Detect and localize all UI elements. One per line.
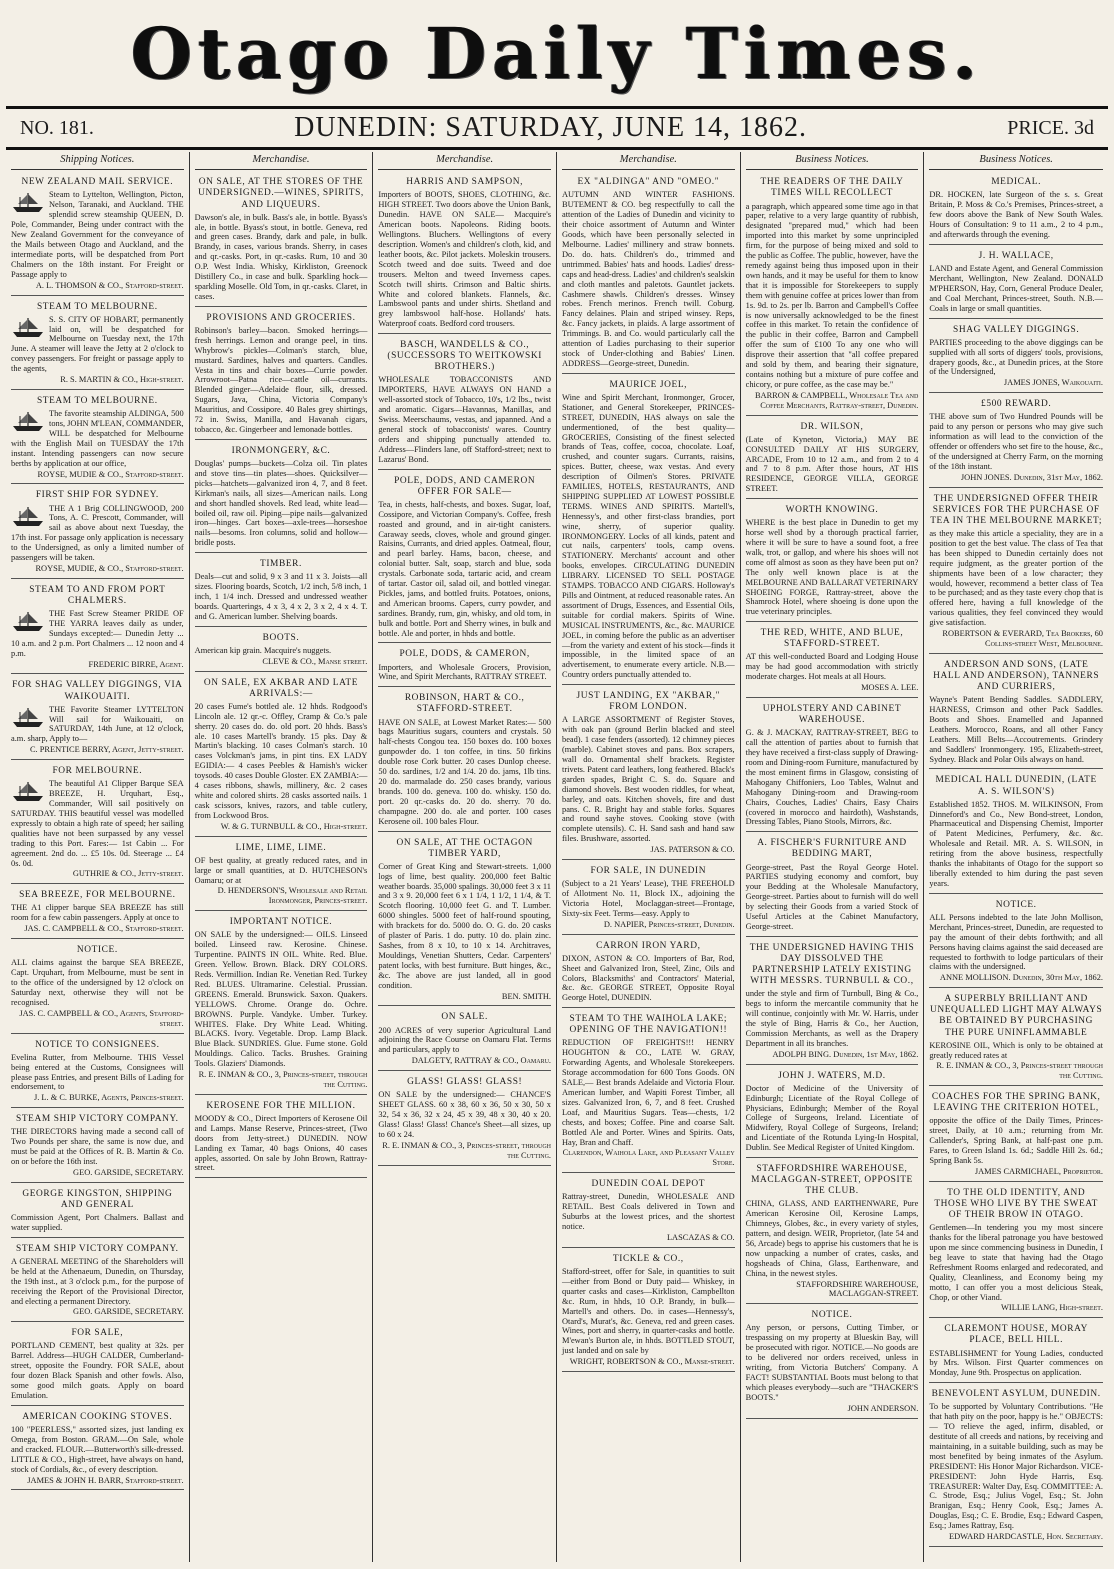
advertisement [746, 174, 919, 415]
ad-title: STEAM SHIP VICTORY COMPANY. [16, 1114, 179, 1125]
ad-title: TO THE OLD IDENTITY, AND THOSE WHO LIVE BY THE SWEAT OF THEIR BROW IN OTAGO. [934, 1187, 1098, 1221]
advertisement [11, 582, 184, 675]
ad-body: LAND and Estate Agent, and General Commission Merchant, Wellington, New Zealand. DONALD M'PHERSON, Hay, Corn, General Produce Dealer, and Coal Merchant, Princes-street, South. N.B.—Coals in large or small quantities. [929, 264, 1103, 313]
ad-title: THE UNDERSIGNED OFFER THEIR SERVICES FOR THE PURCHASE OF TEA IN THE MELBOURNE MARKET; [930, 493, 1103, 526]
ad-body: A GENERAL MEETING of the Shareholders will be held at the Athenaeum, Dunedin, on Thursday, the 19th inst., at 3 o'clock p.m., for the purpose of receiving the Report of the Provisional Director, and electing a permanent Directory. [11, 1256, 184, 1306]
advertisement [746, 940, 919, 1065]
ad-title: FOR SHAG VALLEY DIGGINGS, VIA WAIKOUAITI. [12, 680, 183, 702]
masthead-title-text: Otago Daily Times. [130, 11, 984, 95]
ad-signature: JAS. C. CAMPBELL & CO., Stafford-street. [24, 924, 184, 934]
advertisement [929, 248, 1103, 319]
ad-title: EX "ALDINGA" AND "OMEO." [577, 177, 720, 188]
advertisement [929, 491, 1103, 654]
ad-title: BASCH, WANDELLS & CO., (SUCCESSORS TO WEITKOWSKI BROTHERS.) [387, 340, 542, 373]
ad-signature: D. NAPIER, Princes-street, Dunedin. [603, 919, 735, 929]
ad-signature: ROBERTSON & EVERARD, Tea Brokers, 60 Collins-street West, Melbourne. [942, 629, 1103, 648]
advertisement [562, 688, 735, 860]
ad-signature: ADOLPH BING. Dunedin, 1st May, 1862. [772, 1049, 919, 1059]
advertisement [929, 897, 1103, 988]
advertisement [562, 1011, 735, 1173]
ad-signature: MOSES A. LEE. [861, 683, 919, 693]
ad-body: Robinson's barley—bacon. Smoked herrings—fresh herrings. Lemon and orange peel, in tins. Whybrow's pickles—Colman's starch, blue, mustard. Sardines, halves and quarters. Candles. Vesta in tins and chair boxes—Currie powder. Arrowroot—Patna rice—cattle oil—currants. Blended ginger—Adelaide flour, silk, dressed. Sugars, Java, China, Victoria Company's Mauritius, and Cossipore. 40 Bales grey shirtings, 72 in. Swiss, Manilla, and Havanah cigars, tobacco, &c. Gingerbeer and lemonade bottles. [194, 325, 368, 434]
advertisement [746, 625, 919, 698]
advertisement [929, 396, 1103, 487]
ad-title: POLE, DODS, AND CAMERON OFFER FOR SALE— [394, 475, 536, 497]
price: PRICE. 3d [1007, 116, 1094, 139]
ad-title: ROBINSON, HART & CO., STAFFORD-STREET. [404, 693, 525, 715]
ad-title: A. FISCHER'S FURNITURE AND BEDDING MART, [757, 838, 907, 860]
ad-signature: CLEVE & CO., Manse street. [262, 656, 368, 666]
ad-body: PORTLAND CEMENT, best quality at 32s. per Barrel. Address—HUGH CALDER, Cumberland-street, opposite the Foundry. FOR SALE, about four dozen Black Spanish and other fowls. Also, some good milch goats. Apply on board Emulation. [11, 1341, 184, 1400]
advertisement [562, 863, 735, 935]
column-heading: Merchandise. [195, 152, 368, 170]
advertisement [378, 1074, 551, 1165]
advertisement [746, 701, 919, 832]
ad-signature: R. E. INMAN & CO., 3, Princes-street, through the Cutting. [382, 1140, 551, 1160]
ad-signature: JAMES JONES, Waikouaiti. [1003, 378, 1103, 388]
advertisement [746, 419, 919, 500]
ad-title: NOTICE. [76, 945, 118, 956]
ad-title: THE READERS OF THE DAILY TIMES WILL RECOLLECT [760, 177, 904, 199]
ad-signature: JAMES CARMICHAEL, Proprietor. [974, 1166, 1103, 1176]
advertisement [195, 310, 368, 440]
ad-body: The favorite steamship ALDINGA, 500 tons, JOHN M'LEAN, COMMANDER, WILL be despatched for Melbourne with the English Mail on TUESDAY the 17th instant. Intending passengers can now secure berths by application at our office, [11, 409, 184, 468]
ad-body: Corner of Great King and Stewart-streets. 1,000 logs of lime, best quality. 200,000 feet Baltic weather boards. 35,000 spalings. 30,000 feet 3 x 11 and 3 x 9. 20,000 feet 6 x 1 1/4, 1 1/2, 1 1/4, & T. Scotch flooring. 10,000 feet G. and T. Lumber. 6000 shingles. 5000 feet of half-round spouting, with brackets for do. 5000 do. O. G. do. 20 casks of plaster of Paris. 1 do. putty. 10 do. plain zinc. Sashes, from 8 x 10, to 10 x 14. Architraves, Mouldings, Venetian Shutters, Cedar. Carpenters' patent locks, with best furniture. Butt hinges, &c., &c. The above are just landed, all in good condition. [378, 861, 551, 990]
advertisement [378, 1009, 551, 1071]
ad-body: OF best quality, at greatly reduced rates, and in large or small quantities, at D. HUTCHESON's Oamaru; or at [194, 855, 368, 885]
ad-body: Steam to Lyttelton, Wellington, Picton, Nelson, Taranaki, and Auckland. THE splendid screw steamship QUEEN, D. Pole, Commander, Being under contract with the New Zealand Government for the conveyance of the Mails between Otago and Auckland, and the intermediate ports, will be despatched from Port Chalmers on the 18th instant. For Freight or Passage apply to [11, 190, 184, 279]
ad-body: 200 ACRES of very superior Agricultural Land adjoining the Race Course on Oamaru Flat. Terms and particulars, apply to [378, 1025, 551, 1055]
advertisement [929, 657, 1103, 770]
ad-title: FOR MELBOURNE. [52, 766, 143, 777]
ad-body: MOODY & CO., Direct Importers of Kerosene Oil and Lamps. Manse Reserve, Princes-street, (Two doors from Jetty-street.) DUNEDIN. NOW Landing ex Tamar, 40 bags Onions, 40 cases apples, assorted. On sale by John Brown, Rattray-street. [194, 1113, 368, 1173]
masthead [0, 0, 1114, 106]
advertisement [929, 772, 1103, 893]
ad-body: ESTABLISHMENT for Young Ladies, conducted by Mrs. Wilson. First Quarter commences on Monday, June 9th. Prospectus on application. [929, 1348, 1103, 1378]
advertisement [562, 1176, 735, 1248]
advertisement [929, 1089, 1103, 1182]
ad-title: GLASS! GLASS! GLASS! [407, 1077, 523, 1088]
column-6 [924, 152, 1108, 1562]
advertisement [746, 1068, 919, 1158]
ad-title: J. H. WALLACE, [978, 251, 1054, 261]
ad-title: THE RED, WHITE, AND BLUE, STAFFORD-STREET. [760, 628, 904, 650]
advertisement [929, 1321, 1103, 1383]
ship-icon [11, 610, 45, 632]
ad-body: G. & J. MACKAY, RATTRAY-STREET, BEG to call the attention of parties about to furnish that they have received a first-class supply of Drawing-room and Dining-room Furniture, manufactured by the most eminent firms in Glasgow, consisting of Mahogany Chiffoniers, Loo Tables, Walnut and Mahogany Dining-room and Drawing-room Chairs, Couches, Ladies' Chairs, Easy Chairs (covered in morocco and hairdoth), Washstands, Dressing Tables, Piano Stools, Mirrors, &c. [745, 728, 919, 827]
ad-signature: A. L. THOMSON & CO., Stafford-street. [35, 280, 184, 290]
advertisement [378, 473, 551, 644]
ad-title: NOTICE TO CONSIGNEES. [35, 1039, 160, 1050]
ad-signature: BARRON & CAMPBELL, Wholesale Tea and Coffee Merchants, Rattray-street, Dunedin. [754, 390, 919, 410]
ad-body: THE DIRECTORS having made a second call of Two Pounds per share, the same is now due, and must be paid at the Offices of R. B. Martin & Co. on or before the 16th inst. [11, 1127, 184, 1167]
advertisement [929, 322, 1103, 394]
ad-title: STEAM TO MELBOURNE. [36, 395, 158, 406]
ad-title: ANDERSON AND SONS, (LATE HALL AND ANDERSON), TANNERS AND CURRIERS, [933, 659, 1100, 693]
ad-title: NOTICE. [811, 1310, 853, 1321]
column-5 [741, 152, 925, 1562]
ad-body: A LARGE ASSORTMENT of Register Stoves, with oak pan (ground Berlin blacked and steel bead). 1 case fenders (assorted). 12 chimney pieces (marble). Cabinet stoves and pans. Box scrapers, wall do. Ornamental shelf brackets. Register trivets. Patent card leathers, long feathered. Black's garden spades, Bright C. S. do. Square and diamond shovels. Best wooden riddles, for wheat, barley, and oats. Kitchen shovels, fire and dust pans. C. R. Bright hay and stable forks. Squares and round sayhe stoves. Cooking stove (with complete utensils). C. H. Sand sash and hand saw files. Brushware, assorted. [562, 715, 735, 844]
columns [6, 152, 1108, 1562]
advertisement [195, 174, 368, 306]
ad-body: American kip grain. Macquire's nuggets. [194, 645, 332, 655]
ad-title: GEORGE KINGSTON, SHIPPING AND GENERAL [22, 1188, 173, 1210]
advertisement [929, 991, 1103, 1086]
ad-title: BENEVOLENT ASYLUM, DUNEDIN. [931, 1389, 1101, 1400]
ad-title: JUST LANDING, EX "AKBAR," FROM LONDON. [576, 691, 721, 713]
advertisement [11, 1325, 184, 1406]
ad-body: George-street, Past the Royal George Hotel. PARTIES studying economy and comfort, buy your Bedding at the Wholesale Manufactory, George-street. Parties about to furnish will do well by selecting their Goods from a varied Stock of Useful Articles at the Cabinet Manufactory, George-street. [745, 862, 919, 931]
ad-body: THE Fast Screw Steamer PRIDE OF THE YARRA leaves daily as under, Sundays excepted:— Dunedin Jetty ... 10 a.m. and 2 p.m. Port Chalmers ... 12 noon and 4 p.m. [11, 609, 184, 658]
masthead-title [131, 12, 983, 95]
advertisement [562, 938, 735, 1009]
advertisement [11, 942, 184, 1033]
ad-body: AT this well-conducted Board and Lodging House may be had good accommodation with strictly moderate charges. Hot meals at all Hours. [745, 652, 919, 682]
ad-title: UPHOLSTERY AND CABINET WAREHOUSE. [762, 704, 902, 726]
ad-title: CLAREMONT HOUSE, MORAY PLACE, BELL HILL. [944, 1324, 1088, 1346]
ad-signature: BEN. SMITH. [501, 991, 551, 1001]
ad-body: THE A 1 Brig COLLINGWOOD, 200 Tons, A. C. Prescott, Commander, will sail as above about next Tuesday, the 17th inst. For passage only application is necessary to the Undersigned, as only a limited number of passengers will be taken. [11, 503, 184, 563]
ship-icon [11, 316, 45, 338]
ad-body: Gentlemen—In tendering you my most sincere thanks for the liberal patronage you have bestowed upon me since commencing business in Dunedin, I beg leave to state that having had the Otago Refreshment Rooms enlarged and redecorated, and Quality, Cleanliness, and Economy being my motto, I can offer you a most delicious Steak, Chop, or other Viand. [929, 1223, 1103, 1302]
ad-body: WHERE is the best place in Dunedin to get my horse well shod by a thorough practical farrier, where it will be sure to have a sound foot, a free walk, trot, or gallop, and where his shoes will not come off almost as soon as they have been put on? The only well known place is at the MELBOURNE AND BALLARAT VETERINARY SHOEING FORGE, Rattray-street, above the Shamrock Hotel, where shoeing is done upon the true veterinary principles. [745, 518, 919, 617]
ad-title: HARRIS AND SAMPSON, [406, 177, 524, 188]
ad-title: FOR SALE, [71, 1328, 124, 1339]
ad-title: SHAG VALLEY DIGGINGS. [953, 324, 1080, 335]
ship-icon [11, 505, 45, 527]
ad-signature: LASCAZAS & CO. [666, 1232, 735, 1242]
ad-signature: GEO. GARSIDE, SECRETARY. [73, 1307, 184, 1317]
advertisement [378, 690, 551, 831]
advertisement [11, 677, 184, 760]
ad-body: DR. HOCKEN, late Surgeon of the s. s. Great Britain, P. Moss & Co.'s Premises, Princes-street, a few doors above the Bank of New South Wales. Hours of Consultation: 9 to 11 a.m., 2 to 4 p.m., and afterwards through the evening. [929, 190, 1103, 240]
ad-signature: ROYSE, MUDIE, & CO., Stafford-street. [35, 563, 184, 573]
ad-title: CARRON IRON YARD, [596, 940, 701, 951]
ad-title: ON SALE, AT THE OCTAGON TIMBER YARD, [396, 837, 533, 859]
ship-icon [11, 410, 45, 432]
ad-signature: JAS. C. CAMPBELL & CO., Agents, Stafford-street. [19, 1008, 184, 1028]
ad-signature: J. L. & C. BURKE, Agents, Princes-street. [33, 1093, 184, 1103]
advertisement [195, 443, 368, 553]
ad-body: Evelina Rutter, from Melbourne. THIS Vessel being entered at the Customs, Consignees will please pass Entries, and present Bills of Lading for endorsement, to [11, 1052, 184, 1092]
ad-body: KEROSINE OIL, Which is only to be obtained at greatly reduced rates at [929, 1040, 1103, 1060]
ad-body: Established 1852. THOS. M. WILKINSON, From Dinneford's and Co., New Bond-street, London, Pharmaceutical and Dispensing Chemist, Importer of Patent Medicines, Perfumery, &c. &c. Wholesale and Retail. MR. A. S. WILSON, in retiring from the above business, respectfully thanks the inhabitants of Otago for the support so liberally extended to him during the past seven years. [929, 799, 1103, 888]
advertisement [746, 502, 919, 622]
advertisement [195, 914, 368, 1095]
advertisement [929, 174, 1103, 245]
ad-signature: C. PRENTICE BERRY, Agent, Jetty-street. [29, 745, 184, 755]
ad-body: ON SALE by the undersigned:— OILS. Linseed boiled. Linseed raw. Kerosine. Chinese. Turpentine. PAINTS IN OIL. White. Red. Blue. Green. Yellow. Brown. Black. DRY COLORS. Reds. Vermillion. Indian Re. Venetian Red. Turkey Red. BLUES. Ultramarine. Celestial. Prussian. GREENS. Emerald. Brunswick. Saxon. Quakers. YELLOWS. Chrome. Orange do. Ochre. BROWNS. Purple. Vandyke. Umber. Turkey. WHITES. Flake. Dry White Lead. Whiting. BLACKS. Ivory. Vegetable. Drop. Lamp Black. Blue Black. SUNDRIES. Glue. Fume stone. Gold Mouldings. Calico. Tacks. Brushes. Graining Tools. Glaziers' Diamonds. [194, 930, 368, 1069]
ad-body: Any person, or persons, Cutting Timber, or trespassing on my property at Blueskin Bay, will be prosecuted with rigor. NOTICE.—No goods are to be delivered nor orders received, unless in writing, from Victoria Butchers' Company. A FACT! SUBSTANTIAL Boots must belong to that which pleases everybody—such are "THACKER'S BOOTS." [745, 1323, 919, 1402]
ad-body: THE A1 clipper barque SEA BREEZE has still room for a few cabin passengers. Apply at once to [11, 903, 184, 923]
advertisement [11, 1241, 184, 1323]
ad-title: STEAM TO MELBOURNE. [36, 301, 158, 312]
advertisement [562, 174, 735, 373]
ad-body: Dawson's ale, in bulk. Bass's ale, in bottle. Byass's ale, in bottle. Byass's stout, in bottle. Geneva, red and green cases. Brandy, dark and pale, in bulk. Brandy, in cases, various brands. Sherry, in cases and qr.-casks. Port, in qr.-casks. Rum, 10 and 30 O.P. West India. Whisky, Kirkliston, Greenock Distillery Co., in case and bulk. Sparkling hock—sparkling Moselle. Old Tom, in qr.-casks. Claret, in cases. [194, 212, 368, 301]
advertisement [11, 763, 184, 884]
ad-body: HAVE ON SALE, at Lowest Market Rates:— 500 bags Mauritius sugars, counters and crystals. 50 half-chests Congou tea. 150 boxes do. 100 boxes gunpowder do. 1 ton coffee, in tins. 50 firkins double rose Cork butter. 20 cases Dunlop cheese. 50 do. sardines, 1/2 and 1/4. 20 do. jams, 1lb tins. 20 do. marmalade do. 250 cases brandy, various brands. 100 do. geneva. 100 do. whisky. 150 do. port. 20 qr.-casks do. 20 do. sherry. 70 do. champagne. 200 do. ale and porter. 100 cases Kerosene oil. 100 bales Flour. [378, 717, 551, 826]
ad-title: KEROSENE FOR THE MILLION. [206, 1100, 356, 1111]
ad-title: STEAM TO AND FROM PORT CHALMERS. [29, 584, 166, 606]
advertisement [11, 1111, 184, 1183]
advertisement [11, 487, 184, 578]
ad-signature: WILLIE LANG, High-street. [1001, 1303, 1103, 1313]
ad-title: STAFFORDSHIRE WAREHOUSE, MACLAGGAN-STREET, OPPOSITE THE CLUB. [751, 1164, 913, 1197]
ad-body: Rattray-street, Dunedin, WHOLESALE AND RETAIL. Best Coals delivered in Town and Suburbs at the lowest prices, and the shortest notice. [562, 1192, 735, 1232]
ad-title: BOOTS. [262, 632, 300, 643]
ad-body: PARTIES proceeding to the above diggings can be supplied with all sorts of diggers' tools, provisions, drapery goods, &c., at Dunedin prices, at the Store of the Undersigned, [929, 337, 1103, 377]
ad-title: TICKLE & CO., [612, 1253, 684, 1264]
ad-title: NEW ZEALAND MAIL SERVICE. [21, 177, 174, 188]
advertisement [746, 1307, 919, 1418]
ad-body: Stafford-street, offer for Sale, in quantities to suit—either from Bond or Duty paid— Whiskey, in quarter casks and cases—Kirkliston, Campbellton &c. Rum, in hhds, 10 O.P. Brandy, in bulk—Martell's and others. Do. in cases—Hennessy's, Otard's, Murat's, &c. Geneva, red and green cases. Wines, port and sherry, in quarter-casks and bottle. M'ewan's Burton ale, in hhds. BOTTLED STOUT, just landed and on sale by [562, 1266, 735, 1356]
ad-body: ALL Persons indebted to the late John Mollison, Merchant, Princes-street, Dunedin, are requested to pay the amount of their debts forthwith; and all Persons having claims against the said deceased are requested to forthwith to lodge particulars of their claims with the undersigned. [929, 912, 1103, 972]
ad-body: Importers of BOOTS, SHOES, CLOTHING, &c. HIGH STREET. Two doors above the Union Bank, Dunedin. HAVE ON SALE— Macquire's American boots. Napoleons. Riding boots. Wellingtons. Bluchers. Wellingtons of every description. Women's and children's cloth, kid, and leather boots, &c. Pilot jackets. Moleskin trousers. Scotch tweed and doe suits. Tweed and doe trousers. Melton and tweed Inverness capes. Scotch twill shirts. Crimson and Baltic shirts. White and colored blankets. Flannels, &c. Lambswool pants and under shirts. Shetland and grey lambswool half-hose. Hollands' hats. Waterproof coats. Bedford cord trousers. [378, 190, 551, 329]
ad-signature: ROYSE, MUDIE & CO., Stafford-street. [37, 469, 184, 479]
issue-number: NO. 181. [20, 116, 94, 139]
advertisement [929, 1185, 1103, 1318]
ad-title: DR. WILSON, [800, 421, 864, 432]
ad-title: ON SALE. [441, 1012, 488, 1023]
ad-title: DUNEDIN COAL DEPOT [591, 1179, 706, 1190]
advertisement [11, 887, 184, 939]
column-4 [557, 152, 741, 1562]
ad-body: Wayne's Patent Bending Saddles. SADDLERY, HARNESS, Crimson and other Pack Saddles. Boots and Shoes. Enamelled and Japanned Leathers. Morocco, Roans, and all other Fancy Leathers. Mill Belts—Accoutrements. Grindery and Saddlers' Ironmongery. 195, Elizabeth-street, Sydney. Black and Polar Oils always on hand. [929, 695, 1103, 764]
advertisement [11, 393, 184, 484]
ad-title: TIMBER. [260, 559, 302, 570]
ad-body: S. S. CITY OF HOBART, permanently laid on, will be despatched for Melbourne on Tuesday next, the 17th June. A steamer will leave the Jetty at 2 o'clock to convey passengers. For freight or passage apply to the agents, [11, 314, 184, 374]
ad-signature: W. & G. TURNBULL & CO., High-street. [220, 821, 368, 831]
ad-title: MEDICAL HALL DUNEDIN, (LATE A. S. WILSON'S) [935, 775, 1097, 797]
ad-signature: JOHN ANDERSON. [847, 1403, 919, 1413]
ad-body: Commission Agent, Port Chalmers. Ballast and water supplied. [11, 1213, 184, 1232]
advertisement [11, 299, 184, 390]
ad-title: PROVISIONS AND GROCERIES. [206, 312, 356, 323]
ad-body: Douglas' pumps—buckets—Colza oil. Tin plates and stove tins—tin plates—shoes. Quicksilver—picks—hatchets—galvanized iron 4, 7, and 8 feet. Kirkman's nails, all sizes—American nails. Long and short handled shovels. Red lead, white lead—boiled oil, raw oil. Piping—pipe nails—galvanized iron—hinges. Cart boxes—axle-trees—horseshoe nails—besoms. Iron columns, solid and hollow—bridle posts. [194, 458, 368, 548]
advertisement [378, 835, 551, 1007]
ad-body: (Subject to a 21 Years' Lease), THE FREEHOLD of Allotment No. 11, Block IX., adjoining the Victoria Hotel, Moclaggan-street—Frontage, Sixty-six Feet. Terms—easy. Apply to [562, 879, 735, 918]
advertisement [195, 675, 368, 837]
ad-signature: EDWARD HARDCASTLE, Hon. Secretary. [949, 1532, 1103, 1542]
ad-body: THE Favorite Steamer LYTTELTON Will sail for Waikouaiti, on SATURDAY, 14th June, at 12 o'clock, a.m. sharp, Apply to— [11, 704, 184, 744]
advertisement [11, 174, 184, 295]
ad-body: opposite the office of the Daily Times, Princes-street, Daily, at 10 a.m.; returning from Mr. Callender's, Spring Bank, at half-past one p.m. Fares, to Green Island 1s. 6d.; Saddle Hill 2s. 6d.; Spring Bank 5s. [929, 1116, 1103, 1166]
ad-title: £500 REWARD. [981, 399, 1052, 410]
ad-signature: JAMES & JOHN H. BARR, Stafford-street. [27, 1475, 184, 1485]
ad-signature: R. E. INMAN & CO., 3, Princes-street through the Cutting. [936, 1061, 1103, 1081]
advertisement [378, 174, 551, 334]
ad-title: FIRST SHIP FOR SYDNEY. [35, 490, 159, 501]
advertisement [11, 1037, 184, 1109]
ad-body: To be supported by Voluntary Contributions. "He that hath pity on the poor, happy is he." OBJECTS:— TO relieve the aged, infirm, disabled, or destitute of all creeds and nations, by receiving and maintaining, in a suitable building, such as may be most benefited by being inmates of the Asylum. PRESIDENT: His Honor Major Richardson. VICE-PRESIDENT: John Hyde Harris, Esq. TREASURER: Walter Day, Esq. COMMITTEE: A. C. Strode, Esq.; Julius Vogel, Esq.; St. John Branigan, Esq.; Henry Cook, Esq.; James A. Douglas, Esq.; C. E. Brodie, Esq.; Edward Caspen, Esq.; James Rattray, Esq. [929, 1402, 1103, 1531]
ad-signature: R. S. MARTIN & CO., High-street. [60, 375, 184, 385]
ad-body: The beautiful A1 Clipper Barque SEA BREEZE, H. Urquhart, Esq., Commander, Will sail positively on SATURDAY. THIS beautiful vessel was modelled expressly to obtain a high rate of speed; her sailing qualities have not been surpassed by any vessel trading to this Port. Fares:— 1st Cabin ... For agreement. 2nd do. ... £5 10s. 0d. Steerage ... £4 0s. 0d. [11, 779, 184, 868]
ad-body: under the style and firm of Turnbull, Bing & Co., begs to inform the mercantile community that he will continue, conjointly with Mr. W. Harris, under the style of Bing, Harris & Co., her Auction, Commission Merchants, as well as the Drapery Department in all its branches. [745, 989, 919, 1048]
ad-signature: JAS. PATERSON & CO. [650, 845, 735, 855]
column-heading: Shipping Notices. [11, 152, 184, 170]
ad-signature: Clarendon, Waihola Lake, and Pleasant Valley Store. [562, 1148, 735, 1168]
column-heading: Merchandise. [562, 152, 735, 170]
ad-body: a paragraph, which appeared some time ago in that paper, relative to a very large quantity of rubbish, designated "prepared mud," which had been imported into this market by some unprincipled firm, for the purpose of being mixed and sold to the public as Coffee. The public, however, have the remedy against being thus imposed upon in their own hands, and it may be useful for them to know that it is impossible for Storekeepers to supply them with genuine coffee at prices lower than from 1s. 9d. to 2s. per lb. Barron and Campbell's Coffee is now universally acknowledged to be the finest coffee in this market. To retain the confidence of the public in their coffee, Barron and Campbell offer the sum of £100 To any one who will disprove their assertion that "all coffee prepared and sold by them, and bearing their signature, contains nothing but a mixture of pure coffee and chicory, or pure coffee, as the case may be." [745, 201, 919, 389]
ad-title: AMERICAN COOKING STOVES. [22, 1411, 173, 1422]
ad-title: ON SALE, EX AKBAR AND LATE ARRIVALS:— [203, 677, 359, 699]
ad-title: NOTICE. [995, 899, 1037, 910]
ad-body: ON SALE by the undersigned:— CHANCE'S SHEET GLASS. 60 x 38, 60 x 36, 50 x 30, 50 x 32, 54 x 36, 32 x 24, 45 x 39, 48 x 30, 40 x 20. Glass! Glass! Glass! Chance's Sheet—all sizes, up to 60 x 24. [378, 1090, 551, 1139]
ad-signature: ANNE MOLLISON. Dunedin, 30th May, 1862. [939, 973, 1103, 983]
ad-title: WORTH KNOWING. [785, 505, 879, 516]
column-2 [190, 152, 374, 1562]
ad-signature: R. E. INMAN & CO., 3, Princes-street, through the Cutting. [198, 1070, 368, 1089]
ship-icon [11, 706, 45, 728]
ad-signature: JOHN JONES. Dunedin, 31st May, 1862. [960, 472, 1103, 482]
ad-body: CHINA, GLASS, AND EARTHENWARE, Pure American Kerosine Oil, Kerosine Lamps, Chimneys, Globes, &c., in every variety of styles, pattern, and design. WEIR, Proprietor, (late 54 and 56, Arcade) begs to apprise his customers that he is now unpacking a number of crates, casks, and hogsheads of China, Glass, Earthenware, and China, in the newest styles. [745, 1199, 919, 1278]
ad-title: MAURICE JOEL, [609, 379, 688, 390]
ad-body: Tea, in chests, half-chests, and boxes. Sugar, loaf, Cossipore, and Victorian Company's. Coffee, fresh roasted and ground, and in air-tight canisters. Caraway seeds, cloves, whole and ground ginger. Raisins, Currants, and dried apples. Oatmeal, flour, and pearl barley. Hams, bacon, cheese, and colonial butter. Salt, soap, starch and blue, soda crystals. Carbonate soda, tartaric acid, and cream of tartar. Castor oil, salad oil, and bottled vinegar. Pickles, jams, and bottled fruits. Potatoes, onions, and American brooms. Capers, curry powder, and sardines. Brandy, rum, gin, whisky, and old tom, in bulk and bottle. Port and Sherry wines, in bulk and bottle. Ale and porter, in hhds and bottle. [378, 499, 551, 638]
ad-body: Wine and Spirit Merchant, Ironmonger, Grocer, Stationer, and General Storekeeper, PRINCES-STREET, DUNEDIN, HAS always on sale the undermentioned, of the best quality— GROCERIES, Consisting of the finest selected brands of Teas, coffee, cocoa, chocolate. Loaf, crushed, and counter sugars. Currants, raisins, spices. Butter, cheese, wax vestas. And every description of Oilmen's Stores. PRIVATE FAMILIES, HOTELS, RESTAURANTS, AND SHIPPING SUPPLIED AT LOWEST POSSIBLE TERMS. WINES AND SPIRITS. Martell's, Hennessy's, and other first-class brandies, port wine, sherry, of superior quality. IRONMONGERY. Locks of all kinds, patent and cut nails, carpenters' tools, camp ovens. STATIONERY. Merchants' account and other books, envelopes. CIRCULATING DUNEDIN LIBRARY. LICENSED TO SELL POSTAGE STAMPS. TOBACCO AND CIGARS. Holloway's Pills and Ointment, at reduced reasonable rates. An assortment of Drugs, Essences, and Essential Oils, suitable for cordial makers. Spirits of Wine. MUSICAL INSTRUMENTS, &c., &c. MAURICE JOEL, in coming before the public as an advertiser—from the variety and extent of his stock—finds it impossible, in the limited space of an advertisement, to enumerate every article. N.B.—Country orders punctually attended to. [562, 392, 735, 680]
ad-signature: GUTHRIE & CO., Jetty-street. [72, 869, 184, 879]
advertisement [562, 1251, 735, 1372]
ad-title: STEAM SHIP VICTORY COMPANY. [16, 1243, 179, 1254]
advertisement [378, 337, 551, 469]
ship-icon [11, 191, 45, 213]
ad-title: COACHES FOR THE SPRING BANK, LEAVING THE CRITERION HOTEL, [931, 1092, 1101, 1114]
ad-title: IRONMONGERY, &C. [231, 445, 331, 456]
dateline [6, 110, 1108, 146]
ad-body: Deals—cut and solid, 9 x 3 and 11 x 3. Joists—all sizes. Flooring boards, Scotch, 1/2 inch, 5/8 inch, 1 inch, 1 1/4 inch. Dressed and undressed weather boards. Quarterings, 4 x 3, 4 x 2, 3 x 2, 4 x 4. T. and G. American lumber. Shelving boards. [194, 572, 368, 621]
ad-body: as they make this article a speciality, they are in a position to get the best value. The class of Tea that has been shipped to Dunedin certainly does not require judgment, as the greater portion of the shipments have been of a low character; they would, however, recommend a better class of Tea to be purchased; and as they taste every chop that is offered here, having a full knowledge of the various qualities, they feel convinced they would give satisfaction. [929, 528, 1103, 628]
ad-body: THE above sum of Two Hundred Pounds will be paid to any person or persons who may give such information as will lead to the conviction of the offender or offenders who set fire to the house, &c., of the undersigned at Cherry Farm, on the morning of the 18th instant. [929, 412, 1103, 471]
masthead-rule [6, 106, 1108, 109]
ad-body: WHOLESALE TOBACCONISTS AND IMPORTERS, HAVE ALWAYS ON HAND a well-assorted stock of Tobacco, 10's, 1/2 lbs., twist and aromatic. Cigars—Havannas, Manillas, and Swiss. Meerschaums, vestas, and japanned. And a general stock of tobacconists' wares. Country orders and shipping punctually attended to. Address—Flinders lane, off Stafford-street; next to Lazarus' Bond. [378, 375, 551, 464]
advertisement [11, 1186, 184, 1238]
ad-title: ON SALE, AT THE STORES OF THE UNDERSIGNED.—WINES, SPIRITS, AND LIQUEURS. [198, 177, 364, 210]
ad-body: 100 "PEERLESS," assorted sizes, just landing ex Omega, from Boston. GRAM.—On Sale, whole and cracked. FLOUR.—Butterworth's silk-dressed. LITTLE & CO., High-street, have always on hand, stock of Cordials, &c., of every description. [11, 1425, 184, 1474]
advertisement [195, 630, 368, 672]
ad-signature: FREDERIC BIRRE, Agent. [88, 659, 184, 669]
ad-title: LIME, LIME, LIME. [235, 842, 327, 853]
place-date: DUNEDIN: SATURDAY, JUNE 14, 1862. [294, 112, 808, 143]
ad-title: SEA BREEZE, FOR MELBOURNE. [19, 890, 176, 901]
ad-title: IMPORTANT NOTICE. [229, 917, 333, 928]
ad-signature: WRIGHT, ROBERTSON & CO., Manse-street. [569, 1357, 735, 1367]
ad-body: (Late of Kyneton, Victoria,) MAY BE CONSULTED DAILY AT HIS SURGERY, ARCADE, From 10 to 12 a.m., and from 2 to 4 and 7 to 8 p.m. After those hours, AT HIS RESIDENCE, GEORGE VILLA, GEORGE STREET. [745, 434, 919, 494]
column-heading: Business Notices. [929, 152, 1103, 170]
column-3 [373, 152, 557, 1562]
advertisement [562, 377, 735, 685]
advertisement [11, 1409, 184, 1491]
ad-title: MEDICAL. [991, 177, 1042, 188]
ad-body: Importers, and Wholesale Grocers, Provision, Wine, and Spirit Merchants, RATTRAY STREET. [378, 662, 551, 682]
ad-title: STEAM TO THE WAIHOLA LAKE; OPENING OF THE NAVIGATION!! [569, 1014, 728, 1036]
ad-body: 20 cases Fume's bottled ale. 12 hhds. Rodgood's Lincoln ale. 12 qr.-c. Offley, Cramp & Co.'s pale sherry. 20 cases do. do. old port. 20 hhds. Bass's ale. 10 cases Martell's brandy. 15 pks. Day & Martin's blacking. 10 cases Colman's starch. 10 cases Volckman's jams, in pint tins. EX LADY EGIDIA:— 4 cases Peebles & Hamish's wicker toysods. 40 cases Double Gloster. EX ZAMBIA:— 4 cases ribbons, shawls, millinery, &c. 2 cases white and colored shirts. 28 casks assorted nails. 1 cask scissors, knives, razors, and table cutlery, from Lockwood Bros. [194, 701, 368, 820]
ad-body: Doctor of Medicine of the University of Edinburgh; Licentiate of the Royal College of Physicians, Edinburgh; Member of the Royal College of Surgeons, Ireland. Licentiate of Midwifery, Royal College of Surgeons, Ireland; and Licentiate of the Rotunda Lying-In Hospital, Dublin. See Medical Register of United Kingdom. [745, 1083, 919, 1153]
ad-body: ALL claims against the barque SEA BREEZE, Capt. Urquhart, from Melbourne, must be sent in to the office of the undersigned by 12 o'clock on Saturday next, otherwise they will not be recognised. [11, 958, 184, 1007]
ad-title: FOR SALE, IN DUNEDIN [590, 866, 707, 877]
ad-title: THE UNDERSIGNED HAVING THIS DAY DISSOLVED THE PARTNERSHIP LATELY EXISTING WITH MESSRS. TURNBULL & CO., [749, 942, 915, 987]
advertisement [195, 1098, 368, 1179]
column-1 [6, 152, 190, 1562]
column-heading: Business Notices. [746, 152, 919, 170]
advertisement [378, 646, 551, 687]
advertisement [929, 1386, 1103, 1547]
ad-title: POLE, DODS, & CAMERON, [399, 649, 530, 660]
ad-title: JOHN J. WATERS, M.D. [778, 1070, 886, 1081]
ad-body: REDUCTION OF FREIGHTS!!! HENRY HOUGHTON & CO., LATE W. GRAY, Forwarding Agents, and Wholesale Storekeepers. Storage accommodation for 600 Tons Goods. ON SALE,— Best brands Adelaide and Victoria Flour. American lumber, and Wapiti Forest Timber, all sizes. Galvanized Iron, 6, 7, and 8 feet. Crushed Loaf, and Mauritius Sugars. Teas—chests, 1/2 chests, and boxes; Coffee. Pine and coarse Salt. Bottled Ale and Porter. Wines and Spirits. Oats, Hay, Bran and Chaff. [562, 1038, 735, 1147]
ad-body: AUTUMN AND WINTER FASHIONS. BUTEMENT & CO. beg respectfully to call the attention of the Ladies of Dunedin and vicinity to their choice assortment of Autumn and Winter Goods, which have been personally selected in Melbourne. Ladies' millinery and straw bonnets. Do. do. hats. Children's do., trimmed and untrimmed. Babies' hats and hoods. Ladies' dress-caps and head-dress. Ladies' and children's sealskin and cloth mantles and paletots. Gauntlet jackets. Cashmere shawls. Children's dresses. Winsey robes. French merinos. French twill. Coburg. Fancy delaines. Plain and striped winsey. Reps, &c. Fancy jackets, in plaids. A large assortment of Trimmings. B. and Co. would particularly call the attention of Ladies purchasing to their superior stock of Under-clothing and Babies' Linen. ADDRESS—George-street, Dunedin. [562, 190, 735, 368]
advertisement [195, 556, 368, 627]
advertisement [746, 835, 919, 937]
dateline-rule [6, 147, 1108, 150]
ad-signature: STAFFORDSHIRE WAREHOUSE, MACLAGGAN-STREET. [796, 1279, 919, 1299]
ad-signature: D. HENDERSON'S, Wholesale and Retail Ironmonger, Princes-street. [217, 886, 368, 906]
ad-body: DIXON, ASTON & CO. Importers of Bar, Rod, Sheet and Galvanized Iron, Steel, Zinc, Oils and Colors, Blacksmiths' and Contractors' Material, &c. &c. GEORGE STREET, Opposite Royal George Hotel, DUNEDIN. [562, 953, 735, 1003]
column-heading: Merchandise. [378, 152, 551, 170]
ad-title: A SUPERBLY BRILLIANT AND UNEQUALLED LIGHT MAY ALWAYS BE OBTAINED BY PURCHASING THE PURE UNINFLAMMABLE [929, 994, 1103, 1038]
advertisement [746, 1161, 919, 1304]
ad-signature: DALGETY, RATTRAY & CO., Oamaru. [411, 1056, 551, 1066]
ad-signature: GEO. GARSIDE, SECRETARY. [73, 1167, 184, 1177]
advertisement [195, 840, 368, 912]
ship-icon [11, 780, 45, 802]
